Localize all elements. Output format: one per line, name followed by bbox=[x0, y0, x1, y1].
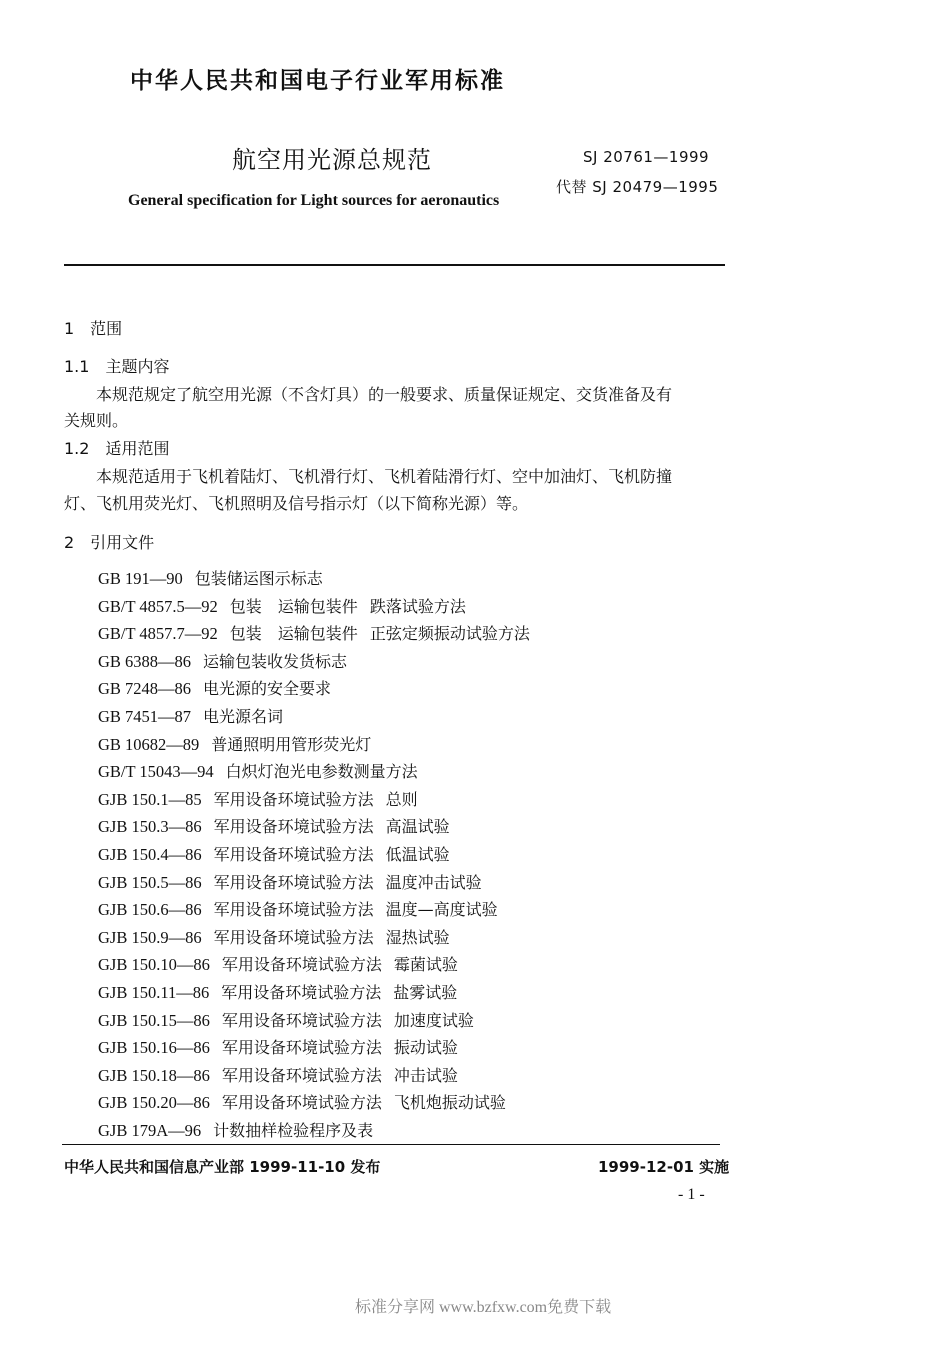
reference-code: GJB 150.4—86 bbox=[98, 845, 202, 864]
reference-code: GJB 150.1—85 bbox=[98, 789, 202, 809]
reference-title: 军用设备环境试验方法 bbox=[221, 1010, 382, 1030]
reference-item bbox=[98, 1035, 458, 1058]
reference-item bbox=[98, 870, 482, 893]
reference-code: GB 10682—89 bbox=[98, 734, 200, 754]
reference-title: 计数抽样检验程序及表 bbox=[213, 1121, 374, 1140]
reference-title: 军用设备环境试验方法 bbox=[213, 789, 374, 809]
section-1-2-text-line2: 灯、飞机用荧光灯、飞机照明及信号指示灯（以下简称光源）等。 bbox=[64, 494, 529, 513]
reference-item bbox=[98, 676, 331, 699]
reference-subtitle: 霉菌试验 bbox=[393, 955, 458, 975]
reference-subtitle: 总则 bbox=[385, 789, 418, 809]
reference-item bbox=[98, 980, 457, 1003]
section-1-heading: 1 范围 bbox=[64, 319, 123, 338]
reference-title: 包装 运输包装件 bbox=[229, 624, 358, 644]
reference-code: GJB 150.15—86 bbox=[98, 1010, 210, 1030]
reference-code: GJB 150.20—86 bbox=[98, 1093, 210, 1113]
reference-title: 军用设备环境试验方法 bbox=[213, 872, 374, 892]
reference-subtitle: 飞机炮振动试验 bbox=[393, 1093, 506, 1113]
reference-item bbox=[98, 566, 323, 589]
reference-code: GJB 150.3—86 bbox=[98, 817, 202, 837]
reference-code: GJB 179A—96 bbox=[98, 1121, 202, 1140]
section-1-1-heading: 1.1 主题内容 bbox=[64, 357, 170, 376]
effective-date: 1999-12-01 实施 bbox=[598, 1158, 730, 1176]
reference-subtitle: 跌落试验方法 bbox=[369, 596, 466, 616]
reference-item bbox=[98, 842, 450, 865]
reference-title: 军用设备环境试验方法 bbox=[221, 1093, 382, 1113]
reference-title: 包装 运输包装件 bbox=[229, 596, 358, 616]
document-title-cn: 航空用光源总规范 bbox=[232, 146, 432, 174]
reference-title: 军用设备环境试验方法 bbox=[221, 1038, 382, 1058]
reference-subtitle: 振动试验 bbox=[393, 1038, 458, 1058]
reference-title: 白炽灯泡光电参数测量方法 bbox=[225, 762, 418, 782]
reference-subtitle: 加速度试验 bbox=[393, 1010, 474, 1030]
reference-code: GB 7451—87 bbox=[98, 707, 192, 726]
section-1-2-text-line1: 本规范适用于飞机着陆灯、飞机滑行灯、飞机着陆滑行灯、空中加油灯、飞机防撞 bbox=[96, 467, 673, 486]
reference-item bbox=[98, 1118, 373, 1141]
reference-subtitle: 温度—高度试验 bbox=[385, 900, 498, 920]
replaces-standard: 代替 SJ 20479—1995 bbox=[556, 178, 719, 196]
reference-item bbox=[98, 787, 418, 810]
reference-title: 军用设备环境试验方法 bbox=[213, 900, 374, 920]
reference-title: 电光源的安全要求 bbox=[203, 679, 332, 699]
reference-code: GB/T 4857.5—92 bbox=[98, 596, 218, 616]
reference-code: GB/T 4857.7—92 bbox=[98, 624, 218, 644]
issuing-category: 中华人民共和国电子行业军用标准 bbox=[130, 68, 505, 94]
reference-subtitle: 盐雾试验 bbox=[393, 983, 458, 1002]
reference-item bbox=[98, 621, 530, 644]
reference-code: GJB 150.11—86 bbox=[98, 983, 210, 1002]
reference-item bbox=[98, 897, 498, 920]
publish-info: 中华人民共和国信息产业部 1999-11-10 发布 bbox=[64, 1158, 381, 1176]
reference-code: GB 6388—86 bbox=[98, 651, 192, 671]
reference-title: 普通照明用管形荧光灯 bbox=[211, 734, 372, 754]
reference-title: 包装储运图示标志 bbox=[194, 569, 323, 588]
reference-code: GB/T 15043—94 bbox=[98, 762, 214, 782]
reference-item bbox=[98, 1090, 506, 1113]
reference-code: GB 7248—86 bbox=[98, 679, 192, 699]
reference-title: 军用设备环境试验方法 bbox=[213, 927, 374, 947]
page-number: - 1 - bbox=[678, 1186, 705, 1203]
reference-code: GJB 150.18—86 bbox=[98, 1065, 210, 1085]
standard-number: SJ 20761—1999 bbox=[583, 148, 710, 166]
reference-title: 军用设备环境试验方法 bbox=[221, 1065, 382, 1085]
footer-divider bbox=[62, 1144, 720, 1145]
reference-title: 军用设备环境试验方法 bbox=[213, 845, 374, 864]
reference-item bbox=[98, 814, 450, 837]
reference-subtitle: 温度冲击试验 bbox=[385, 872, 482, 892]
reference-item bbox=[98, 759, 418, 782]
reference-code: GJB 150.10—86 bbox=[98, 955, 210, 975]
reference-item bbox=[98, 1008, 474, 1031]
reference-title: 军用设备环境试验方法 bbox=[221, 983, 382, 1002]
reference-code: GB 191—90 bbox=[98, 569, 183, 588]
reference-item bbox=[98, 649, 347, 672]
reference-item bbox=[98, 925, 450, 948]
reference-subtitle: 湿热试验 bbox=[385, 927, 450, 947]
reference-code: GJB 150.6—86 bbox=[98, 900, 202, 920]
reference-subtitle: 低温试验 bbox=[385, 845, 450, 864]
section-2-heading: 2 引用文件 bbox=[64, 533, 155, 552]
watermark: 标准分享网 www.bzfxw.com免费下载 bbox=[355, 1299, 612, 1316]
reference-item bbox=[98, 732, 371, 755]
reference-title: 电光源名词 bbox=[203, 707, 284, 726]
reference-subtitle: 冲击试验 bbox=[393, 1065, 458, 1085]
reference-title: 军用设备环境试验方法 bbox=[221, 955, 382, 975]
document-title-en: General specification for Light sources for aeronautics bbox=[128, 192, 500, 209]
reference-code: GJB 150.16—86 bbox=[98, 1038, 210, 1058]
section-1-2-heading: 1.2 适用范围 bbox=[64, 439, 170, 458]
reference-subtitle: 正弦定频振动试验方法 bbox=[369, 624, 530, 644]
section-1-1-text-line1: 本规范规定了航空用光源（不含灯具）的一般要求、质量保证规定、交货准备及有 bbox=[96, 385, 673, 404]
header-divider bbox=[64, 264, 725, 266]
reference-item bbox=[98, 704, 283, 727]
reference-code: GJB 150.5—86 bbox=[98, 872, 202, 892]
reference-title: 军用设备环境试验方法 bbox=[213, 817, 374, 837]
reference-item bbox=[98, 952, 458, 975]
reference-subtitle: 高温试验 bbox=[385, 817, 450, 837]
reference-title: 运输包装收发货标志 bbox=[203, 651, 348, 671]
section-1-1-text-line2: 关规则。 bbox=[64, 411, 129, 430]
reference-item bbox=[98, 594, 466, 617]
reference-item bbox=[98, 1063, 458, 1086]
reference-code: GJB 150.9—86 bbox=[98, 927, 202, 947]
